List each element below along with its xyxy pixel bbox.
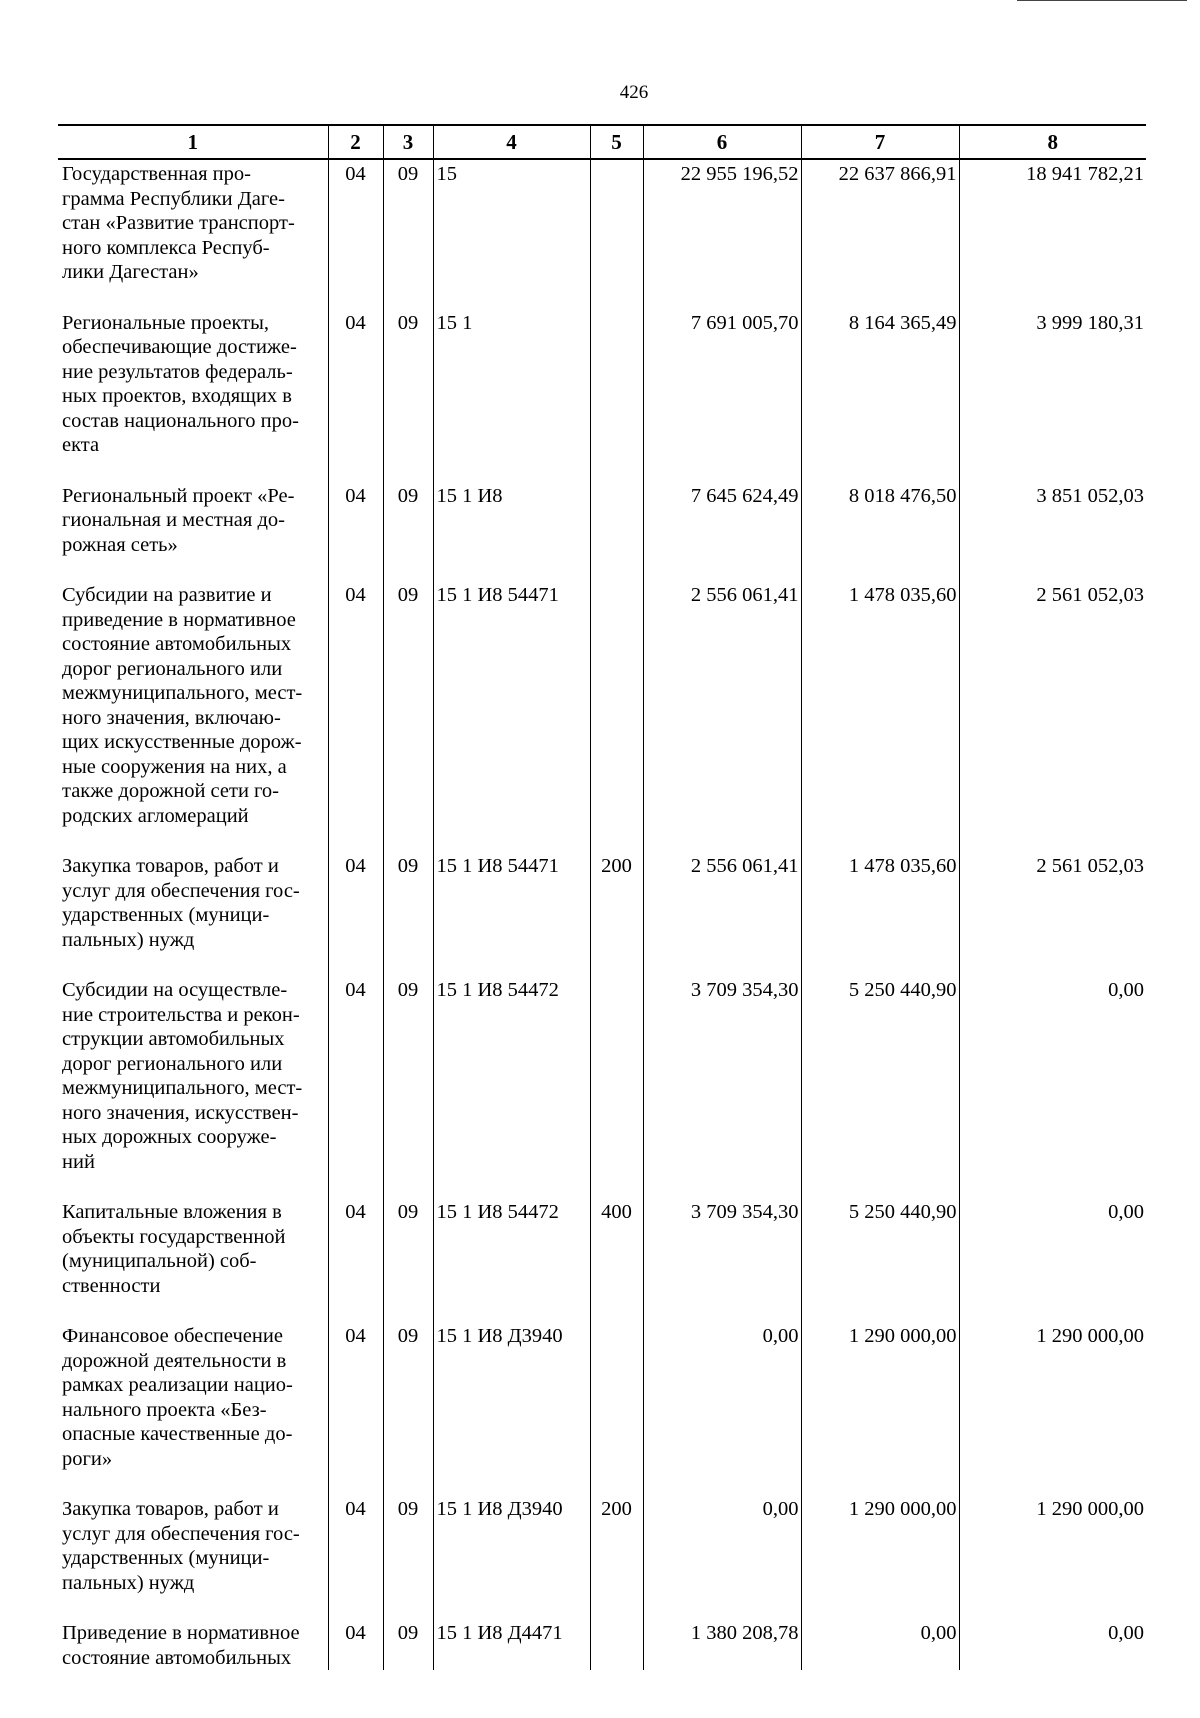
cell-subsection: 09: [383, 581, 433, 828]
cell-amount-col7: 5 250 440,90: [801, 976, 959, 1174]
cell-section: 04: [328, 159, 383, 285]
cell-amount-col8: 3 851 052,03: [959, 482, 1146, 558]
cell-amount-col6: 22 955 196,52: [643, 159, 801, 285]
spacer-cell: [328, 1174, 383, 1198]
table-row: [58, 1322, 1146, 1471]
name-line: ние результатов федераль-: [62, 360, 293, 383]
name-line: рамках реализации нацио-: [62, 1374, 293, 1396]
spacer-cell: [643, 1298, 801, 1322]
cell-expense-type: [590, 581, 643, 828]
spacer-cell: [433, 458, 590, 482]
name-line: Субсидии на осуществле-: [62, 979, 288, 1001]
spacer-cell: [643, 828, 801, 852]
name-line: Закупка товаров, работ и: [62, 855, 279, 877]
top-edge-rule: [1017, 0, 1187, 1]
cell-amount-col8: 1 290 000,00: [959, 1322, 1146, 1471]
spacer-cell: [590, 1471, 643, 1495]
spacer-cell: [643, 557, 801, 581]
cell-amount-col7: 0,00: [801, 1619, 959, 1670]
spacer-cell: [433, 1471, 590, 1495]
cell-amount-col8: 0,00: [959, 1198, 1146, 1298]
table-row: [58, 309, 1146, 458]
cell-amount-col7: 1 290 000,00: [801, 1322, 959, 1471]
spacer-cell: [58, 557, 328, 581]
cell-subsection: 09: [383, 852, 433, 952]
cell-subsection: 09: [383, 1198, 433, 1298]
spacer-cell: [643, 1174, 801, 1198]
cell-name: [58, 482, 328, 558]
column-header: 1: [58, 125, 328, 159]
name-line: Приведение в нормативное: [62, 1622, 300, 1644]
column-header: 3: [383, 125, 433, 159]
name-line: ных проектов, входящих в: [62, 385, 292, 407]
cell-expense-type: [590, 159, 643, 285]
spacer-cell: [383, 1174, 433, 1198]
spacer-cell: [959, 828, 1146, 852]
spacer-cell: [590, 458, 643, 482]
spacer-cell: [58, 828, 328, 852]
name-line: приведение в нормативное: [62, 608, 296, 631]
spacer-cell: [590, 1595, 643, 1619]
cell-amount-col7: 22 637 866,91: [801, 159, 959, 285]
cell-amount-col7: 1 478 035,60: [801, 852, 959, 952]
name-line: екта: [62, 434, 100, 456]
name-line: рожная сеть»: [62, 533, 178, 556]
cell-name: [58, 976, 328, 1174]
spacer-cell: [801, 557, 959, 581]
name-line: состав национального про-: [62, 409, 299, 432]
name-line: межмуниципального, мест-: [62, 682, 303, 704]
name-line: грамма Республики Даге-: [62, 187, 285, 210]
cell-amount-col7: 8 018 476,50: [801, 482, 959, 558]
cell-subsection: 09: [383, 1495, 433, 1595]
cell-amount-col8: 2 561 052,03: [959, 852, 1146, 952]
row-spacer: [58, 1174, 1146, 1198]
cell-amount-col7: 5 250 440,90: [801, 1198, 959, 1298]
table-row: [58, 1495, 1146, 1595]
table-row: [58, 976, 1146, 1174]
column-header: 5: [590, 125, 643, 159]
spacer-cell: [959, 285, 1146, 309]
row-spacer: [58, 1298, 1146, 1322]
cell-amount-col8: 18 941 782,21: [959, 159, 1146, 285]
cell-amount-col6: 1 380 208,78: [643, 1619, 801, 1670]
name-line: Государственная про-: [62, 163, 251, 185]
table-body: [58, 159, 1146, 1670]
name-line: гиональная и местная до-: [62, 509, 285, 531]
spacer-cell: [643, 285, 801, 309]
cell-name: [58, 581, 328, 828]
spacer-cell: [58, 952, 328, 976]
name-line: Региональный проект «Ре-: [62, 484, 295, 507]
cell-name: [58, 159, 328, 285]
spacer-cell: [801, 458, 959, 482]
spacer-cell: [383, 828, 433, 852]
spacer-cell: [643, 458, 801, 482]
spacer-cell: [959, 1174, 1146, 1198]
spacer-cell: [643, 1595, 801, 1619]
spacer-cell: [383, 1298, 433, 1322]
name-line: ударственных (муници-: [62, 1547, 270, 1569]
cell-amount-col6: 0,00: [643, 1495, 801, 1595]
budget-table: [58, 124, 1146, 1670]
name-line: ного значения, искусствен-: [62, 1101, 299, 1124]
name-line: состояние автомобильных: [62, 1646, 292, 1669]
name-line: пальных) нужд: [62, 1571, 195, 1594]
name-line: ний: [62, 1150, 95, 1173]
cell-section: 04: [328, 852, 383, 952]
spacer-cell: [58, 1174, 328, 1198]
cell-subsection: 09: [383, 482, 433, 558]
name-line: Капитальные вложения в: [62, 1201, 282, 1223]
spacer-cell: [328, 1298, 383, 1322]
cell-expense-type: [590, 1619, 643, 1670]
cell-expense-type: 400: [590, 1198, 643, 1298]
cell-expense-type: [590, 309, 643, 458]
row-spacer: [58, 285, 1146, 309]
spacer-cell: [643, 1471, 801, 1495]
cell-amount-col7: 1 478 035,60: [801, 581, 959, 828]
cell-section: 04: [328, 1619, 383, 1670]
spacer-cell: [801, 285, 959, 309]
cell-amount-col6: 7 645 624,49: [643, 482, 801, 558]
row-spacer: [58, 828, 1146, 852]
cell-subsection: 09: [383, 1322, 433, 1471]
spacer-cell: [590, 952, 643, 976]
spacer-cell: [433, 557, 590, 581]
spacer-cell: [959, 1595, 1146, 1619]
cell-amount-col8: 3 999 180,31: [959, 309, 1146, 458]
name-line: (муниципальной) соб-: [62, 1250, 257, 1272]
cell-target-article: 15: [433, 159, 590, 285]
spacer-cell: [383, 1471, 433, 1495]
column-header: 8: [959, 125, 1146, 159]
cell-section: 04: [328, 976, 383, 1174]
spacer-cell: [433, 1595, 590, 1619]
cell-amount-col7: 1 290 000,00: [801, 1495, 959, 1595]
spacer-cell: [383, 557, 433, 581]
spacer-cell: [58, 1298, 328, 1322]
spacer-cell: [643, 952, 801, 976]
cell-subsection: 09: [383, 976, 433, 1174]
table-row: [58, 1619, 1146, 1670]
spacer-cell: [801, 1471, 959, 1495]
cell-section: 04: [328, 1322, 383, 1471]
name-line: Субсидии на развитие и: [62, 584, 272, 606]
cell-amount-col6: 3 709 354,30: [643, 976, 801, 1174]
spacer-cell: [433, 828, 590, 852]
spacer-cell: [383, 458, 433, 482]
cell-amount-col6: 2 556 061,41: [643, 581, 801, 828]
spacer-cell: [959, 952, 1146, 976]
column-header: 2: [328, 125, 383, 159]
cell-target-article: 15 1 И8 54472: [433, 976, 590, 1174]
name-line: нального проекта «Без-: [62, 1398, 267, 1421]
cell-expense-type: 200: [590, 1495, 643, 1595]
cell-amount-col7: 8 164 365,49: [801, 309, 959, 458]
spacer-cell: [328, 952, 383, 976]
name-line: пальных) нужд: [62, 928, 195, 951]
spacer-cell: [590, 557, 643, 581]
name-line: ных дорожных сооруже-: [62, 1126, 277, 1148]
spacer-cell: [433, 1174, 590, 1198]
cell-expense-type: [590, 976, 643, 1174]
cell-section: 04: [328, 581, 383, 828]
cell-subsection: 09: [383, 1619, 433, 1670]
spacer-cell: [590, 828, 643, 852]
name-line: состояние автомобильных: [62, 633, 292, 655]
name-line: ные сооружения на них, а: [62, 755, 287, 778]
name-line: стан «Развитие транспорт-: [62, 212, 295, 234]
cell-target-article: 15 1 И8 Д3940: [433, 1322, 590, 1471]
spacer-cell: [328, 1595, 383, 1619]
cell-subsection: 09: [383, 309, 433, 458]
spacer-cell: [58, 1471, 328, 1495]
cell-target-article: 15 1 И8 54471: [433, 852, 590, 952]
name-line: также дорожной сети го-: [62, 780, 280, 802]
row-spacer: [58, 952, 1146, 976]
name-line: обеспечивающие достиже-: [62, 336, 297, 358]
cell-target-article: 15 1 И8 54472: [433, 1198, 590, 1298]
name-line: ударственных (муници-: [62, 904, 270, 926]
spacer-cell: [959, 1471, 1146, 1495]
spacer-cell: [328, 285, 383, 309]
cell-amount-col8: 2 561 052,03: [959, 581, 1146, 828]
spacer-cell: [328, 1471, 383, 1495]
cell-name: [58, 1495, 328, 1595]
name-line: ние строительства и рекон-: [62, 1003, 300, 1026]
spacer-cell: [433, 285, 590, 309]
header-row: [58, 125, 1146, 159]
spacer-cell: [959, 557, 1146, 581]
name-line: Финансовое обеспечение: [62, 1325, 283, 1347]
spacer-cell: [801, 1595, 959, 1619]
cell-expense-type: [590, 1322, 643, 1471]
cell-section: 04: [328, 1198, 383, 1298]
spacer-cell: [328, 557, 383, 581]
name-line: услуг для обеспечения гос-: [62, 1522, 300, 1545]
cell-target-article: 15 1: [433, 309, 590, 458]
column-header: 7: [801, 125, 959, 159]
column-header: 6: [643, 125, 801, 159]
name-line: опасные качественные до-: [62, 1423, 293, 1445]
spacer-cell: [959, 1298, 1146, 1322]
cell-target-article: 15 1 И8 Д3940: [433, 1495, 590, 1595]
spacer-cell: [801, 1298, 959, 1322]
table-row: [58, 159, 1146, 285]
name-line: щих искусственные дорож-: [62, 731, 302, 753]
name-line: дорог регионального или: [62, 657, 283, 680]
column-header: 4: [433, 125, 590, 159]
spacer-cell: [58, 458, 328, 482]
cell-name: [58, 852, 328, 952]
cell-amount-col8: 0,00: [959, 1619, 1146, 1670]
spacer-cell: [58, 285, 328, 309]
name-line: объекты государственной: [62, 1225, 286, 1248]
cell-amount-col8: 0,00: [959, 976, 1146, 1174]
cell-target-article: 15 1 И8 Д4471: [433, 1619, 590, 1670]
cell-amount-col6: 0,00: [643, 1322, 801, 1471]
spacer-cell: [590, 1298, 643, 1322]
cell-target-article: 15 1 И8 54471: [433, 581, 590, 828]
table-row: [58, 482, 1146, 558]
spacer-cell: [328, 828, 383, 852]
cell-name: [58, 1198, 328, 1298]
cell-expense-type: [590, 482, 643, 558]
spacer-cell: [590, 1174, 643, 1198]
name-line: роги»: [62, 1447, 113, 1470]
name-line: родских агломераций: [62, 804, 249, 827]
table-row: [58, 852, 1146, 952]
name-line: дорог регионального или: [62, 1052, 283, 1075]
name-line: лики Дагестан»: [62, 261, 199, 283]
spacer-cell: [801, 828, 959, 852]
row-spacer: [58, 458, 1146, 482]
cell-section: 04: [328, 309, 383, 458]
cell-amount-col8: 1 290 000,00: [959, 1495, 1146, 1595]
name-line: ного значения, включаю-: [62, 706, 281, 729]
spacer-cell: [58, 1595, 328, 1619]
spacer-cell: [590, 285, 643, 309]
name-line: дорожной деятельности в: [62, 1349, 287, 1372]
cell-name: [58, 1619, 328, 1670]
spacer-cell: [383, 952, 433, 976]
cell-section: 04: [328, 1495, 383, 1595]
cell-section: 04: [328, 482, 383, 558]
spacer-cell: [801, 952, 959, 976]
cell-expense-type: 200: [590, 852, 643, 952]
name-line: ственности: [62, 1274, 161, 1297]
spacer-cell: [433, 952, 590, 976]
row-spacer: [58, 1595, 1146, 1619]
cell-amount-col6: 7 691 005,70: [643, 309, 801, 458]
name-line: ного комплекса Респуб-: [62, 236, 270, 259]
name-line: межмуниципального, мест-: [62, 1077, 303, 1099]
spacer-cell: [959, 458, 1146, 482]
name-line: Региональные проекты,: [62, 311, 270, 334]
name-line: Закупка товаров, работ и: [62, 1498, 279, 1520]
cell-name: [58, 1322, 328, 1471]
name-line: услуг для обеспечения гос-: [62, 879, 300, 902]
spacer-cell: [433, 1298, 590, 1322]
cell-name: [58, 309, 328, 458]
page-number: 426: [619, 82, 649, 103]
cell-target-article: 15 1 И8: [433, 482, 590, 558]
spacer-cell: [383, 1595, 433, 1619]
spacer-cell: [328, 458, 383, 482]
name-line: струкции автомобильных: [62, 1028, 285, 1050]
table-row: [58, 581, 1146, 828]
spacer-cell: [383, 285, 433, 309]
row-spacer: [58, 1471, 1146, 1495]
row-spacer: [58, 557, 1146, 581]
cell-subsection: 09: [383, 159, 433, 285]
cell-amount-col6: 3 709 354,30: [643, 1198, 801, 1298]
table-row: [58, 1198, 1146, 1298]
cell-amount-col6: 2 556 061,41: [643, 852, 801, 952]
spacer-cell: [801, 1174, 959, 1198]
